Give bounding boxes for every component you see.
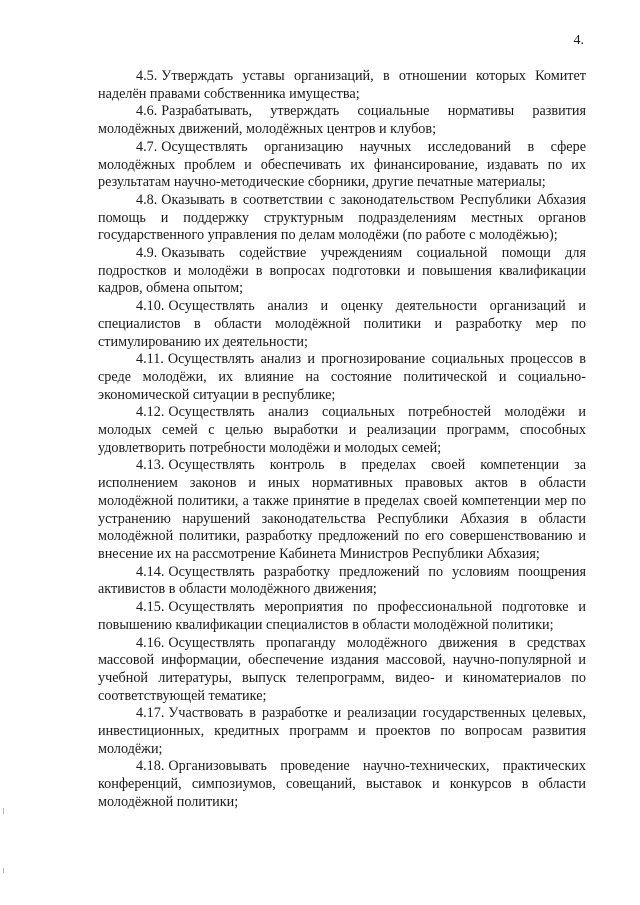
paragraph-4-9 bbox=[98, 245, 586, 298]
paragraph-4-13 bbox=[98, 457, 586, 563]
paragraph-number: 4.13. bbox=[136, 457, 165, 474]
paragraph-4-16 bbox=[98, 635, 586, 706]
paragraph-4-8 bbox=[98, 192, 586, 245]
paragraph-number: 4.18. bbox=[136, 758, 165, 775]
paragraph-text: Осуществлять пропаганду молодёжного движения в средствах массовой информации, обеспечение издания массовой, научно-популярной и учебной литературы, выпуск телепрограмм, видео- и киноматериалов по соответствующей тематике; bbox=[98, 634, 586, 704]
paragraph-4-7 bbox=[98, 139, 586, 192]
paragraph-text: Участвовать в разработке и реализации государственных целевых, инвестиционных, кредитных программ и проектов по вопросам развития молодёжи; bbox=[98, 705, 586, 757]
paragraph-text: Утверждать уставы организаций, в отношении которых Комитет наделён правами собственника имущества; bbox=[98, 68, 586, 102]
paragraph-text: Осуществлять анализ и оценку деятельности организаций и специалистов в области молодёжной политики и разработку мер по стимулированию их деятельности; bbox=[98, 298, 586, 350]
paragraph-4-12 bbox=[98, 404, 586, 457]
paragraph-number: 4.5. bbox=[136, 68, 158, 84]
paragraph-text: Осуществлять разработку предложений по условиям поощрения активистов в области молодёжного движения; bbox=[98, 563, 586, 598]
paragraph-number: 4.8. bbox=[136, 191, 158, 208]
paragraph-number: 4.14. bbox=[136, 563, 165, 580]
paragraph-4-5 bbox=[98, 68, 586, 103]
paragraph-text: Осуществлять анализ социальных потребностей молодёжи и молодых семей с целью выработки и реализации программ, способных удовлетворить потребности молодёжи и молодых семей; bbox=[98, 404, 586, 456]
paragraph-number: 4.11. bbox=[136, 351, 164, 368]
paragraph-4-6 bbox=[98, 103, 586, 138]
paragraph-text: Организовывать проведение научно-технических, практических конференций, симпозиумов, совещаний, выставок и конкурсов в области молодёжной политики; bbox=[98, 758, 586, 810]
paragraph-4-15 bbox=[98, 599, 586, 634]
paragraph-4-14 bbox=[98, 564, 586, 599]
scan-artifact bbox=[3, 868, 4, 873]
paragraph-text: Осуществлять анализ и прогнозирование социальных процессов в среде молодёжи, их влияние на состояние политической и социально-экономической ситуации в республике; bbox=[98, 351, 586, 403]
page-number: 4. bbox=[573, 33, 584, 48]
paragraph-number: 4.7. bbox=[136, 138, 158, 155]
document-body bbox=[98, 68, 586, 812]
paragraph-number: 4.16. bbox=[136, 634, 165, 651]
paragraph-4-17 bbox=[98, 705, 586, 758]
paragraph-4-11 bbox=[98, 351, 586, 404]
scan-artifact bbox=[3, 808, 4, 814]
paragraph-number: 4.10. bbox=[136, 298, 165, 315]
paragraph-text: Разрабатывать, утверждать социальные нормативы развития молодёжных движений, молодёжных центров и клубов; bbox=[98, 103, 586, 138]
paragraph-number: 4.9. bbox=[136, 245, 158, 262]
paragraph-number: 4.17. bbox=[136, 705, 165, 722]
paragraph-text: Осуществлять мероприятия по профессиональной подготовке и повышению квалификации специалистов в области молодёжной политики; bbox=[98, 599, 586, 633]
paragraph-4-10 bbox=[98, 298, 586, 351]
paragraph-number: 4.12. bbox=[136, 404, 165, 421]
paragraph-text: Осуществлять контроль в пределах своей компетенции за исполнением законов и иных нормативных правовых актов в области молодёжной политики, а также принятие в пределах своей компетенции мер по устранению нарушений законодательства Республики Абхазия в области молодёжной политики, разработку предложений по его совершенствованию и внесение их на рассмотрение Кабинета Министров Республики Абхазия; bbox=[98, 457, 586, 562]
paragraph-4-18 bbox=[98, 758, 586, 811]
paragraph-text: Осуществлять организацию научных исследований в сфере молодёжных проблем и обеспечивать их финансирование, издавать по их результатам научно-методические сборники, другие печатные материалы; bbox=[98, 138, 586, 191]
paragraph-text: Оказывать в соответствии с законодательством Республики Абхазия помощь и поддержку структурным подразделениям местных органов государственного управления по делам молодёжи (по работе с молодёжью); bbox=[98, 191, 586, 244]
paragraph-number: 4.6. bbox=[136, 103, 158, 120]
paragraph-text: Оказывать содействие учреждениям социальной помощи для подростков и молодёжи в вопросах подготовки и повышения квалификации кадров, обмена опытом; bbox=[98, 245, 586, 297]
paragraph-number: 4.15. bbox=[136, 599, 165, 616]
